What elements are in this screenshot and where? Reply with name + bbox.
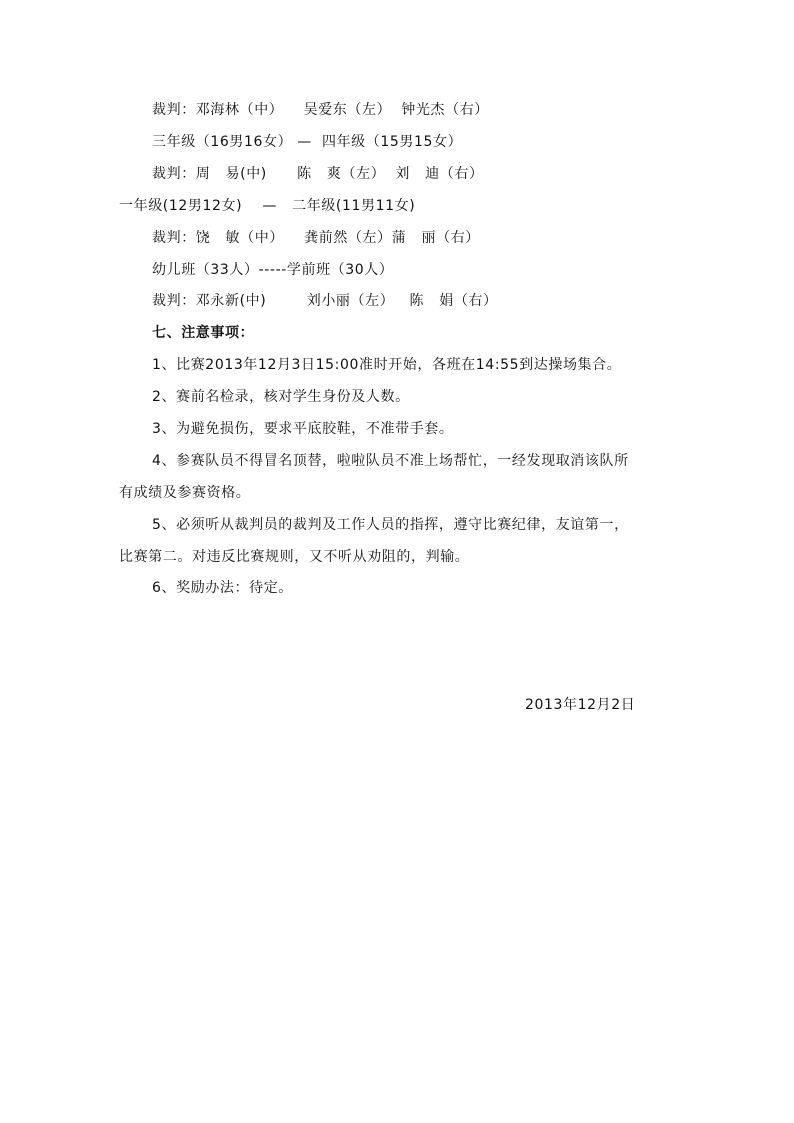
document-date: 2013年12月2日	[525, 697, 636, 713]
note-item-6: 6、奖励办法：待定。	[152, 580, 293, 596]
referee-line-4: 裁判：邓永新(中) 刘小丽（左） 陈 娟（右）	[152, 293, 498, 309]
match-line-kindergarten-preschool: 幼儿班（33人）-----学前班（30人）	[152, 262, 394, 278]
referee-line-1: 裁判：邓海林（中） 吴爱东（左） 钟光杰（右）	[152, 102, 489, 118]
referee-line-2: 裁判：周 易(中) 陈 爽（左） 刘 迪（右）	[152, 166, 484, 182]
note-item-5: 5、必须听从裁判员的裁判及工作人员的指挥，遵守比赛纪律，友谊第一，	[152, 517, 629, 533]
note-item-2: 2、赛前名检录，核对学生身份及人数。	[152, 389, 410, 405]
section-heading-notes: 七、注意事项：	[152, 325, 255, 341]
match-line-grade1-grade2: 一年级(12男12女) — 二年级(11男11女)	[119, 198, 416, 214]
match-line-grade3-grade4: 三年级（16男16女） — 四年级（15男15女）	[152, 134, 463, 150]
note-item-4: 4、参赛队员不得冒名顶替，啦啦队员不准上场帮忙，一经发现取消该队所	[152, 453, 629, 469]
note-item-4-continued: 有成绩及参赛资格。	[119, 485, 251, 501]
note-item-5-continued: 比赛第二。对违反比赛规则，又不听从劝阻的，判输。	[119, 549, 470, 565]
note-item-3: 3、为避免损伤，要求平底胶鞋，不准带手套。	[152, 421, 454, 437]
note-item-1: 1、比赛2013年12月3日15:00准时开始，各班在14:55到达操场集合。	[152, 357, 622, 373]
referee-line-3: 裁判：饶 敏（中） 龚前然（左）蒲 丽（右）	[152, 230, 480, 246]
